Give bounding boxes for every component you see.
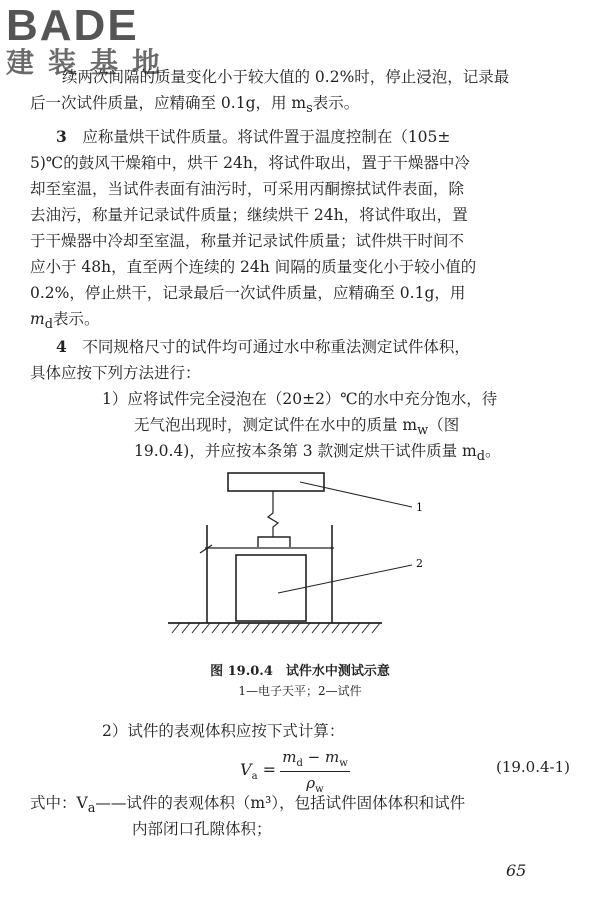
paragraph-line: 后一次试件质量，应精确至 0.1g，用 $m_s$表示。 xyxy=(30,94,360,117)
test-diagram xyxy=(150,465,460,650)
where-line: 式中：$V_a——$试件的表观体积（m³），包括试件固体体积和试件 xyxy=(30,794,466,817)
figure-legend: 1—电子天平；2—试件 xyxy=(238,684,362,698)
paragraph-line: 5)℃的鼓风干燥箱中，烘干 24h，将试件取出，置于干燥器中冷 xyxy=(30,154,470,172)
label-1: 1 xyxy=(416,501,423,514)
leader-line-2 xyxy=(278,565,412,593)
paragraph-line: 去油污，称量并记录试件质量；继续烘干 24h，将试件取出，置 xyxy=(30,206,468,224)
page-number: 65 xyxy=(506,861,527,880)
where-line-2: 内部闭口孔隙体积； xyxy=(132,820,272,838)
ground-hatch xyxy=(172,623,380,633)
logo-subtitle: 建装基地 xyxy=(6,46,175,79)
list-item-1-line: 无气泡出现时，测定试件在水中的质量 $m_w$（图 xyxy=(134,416,460,439)
paragraph-line: 应小于 48h，直至两个连续的 24h 间隔的质量变化小于较小值的 xyxy=(30,258,477,276)
hanger-cradle xyxy=(258,537,290,547)
paragraph-3-first: 3 应称量烘干试件质量。将试件置于温度控制在（105± xyxy=(56,127,451,146)
formula-numerator: $m_d - m_w$ xyxy=(280,748,350,772)
paragraph-line: 于干燥器中冷却至室温，称量并记录试件质量；试件烘干时间不 xyxy=(30,232,465,250)
formula xyxy=(240,748,570,794)
paragraph-line: 续两次间隔的质量变化小于较大值的 0.2%时，停止浸泡，记录最 xyxy=(62,68,510,86)
formula-lhs: $V_a$ = xyxy=(240,760,277,783)
specimen-icon xyxy=(236,555,306,621)
equation-number: (19.0.4-1) xyxy=(495,758,570,776)
list-item-1: 1）应将试件完全浸泡在（20±2）℃的水中充分饱水，待 xyxy=(102,390,498,408)
paragraph-line: 却至室温，当试件表面有油污时，可采用丙酮擦拭试件表面，除 xyxy=(30,180,465,198)
paragraph-4-first: 4 不同规格尺寸的试件均可通过水中称重法测定试件体积， xyxy=(56,337,470,356)
list-item-1-line: 19.0.4)，并应按本条第 3 款测定烘干试件质量 $m_d$。 xyxy=(134,442,501,465)
water-mark xyxy=(200,545,212,553)
balance-icon xyxy=(228,473,324,491)
formula-fraction xyxy=(280,748,350,795)
paragraph-line: $m_d$表示。 xyxy=(30,310,100,333)
paragraph-line: 0.2%，停止烘干，记录最后一次试件质量，应精确至 0.1g，用 xyxy=(30,284,466,302)
hanger-wire xyxy=(268,491,278,537)
leader-line-1 xyxy=(300,482,412,507)
paragraph-line: 具体应按下列方法进行： xyxy=(30,364,201,382)
figure-caption: 图 19.0.4 试件水中测试示意 xyxy=(210,664,390,679)
list-item-2: 2）试件的表观体积应按下式计算： xyxy=(102,722,345,740)
label-2: 2 xyxy=(416,557,423,570)
logo-text: BADE xyxy=(6,1,139,50)
formula-denominator: $\rho_w$ xyxy=(306,774,324,795)
